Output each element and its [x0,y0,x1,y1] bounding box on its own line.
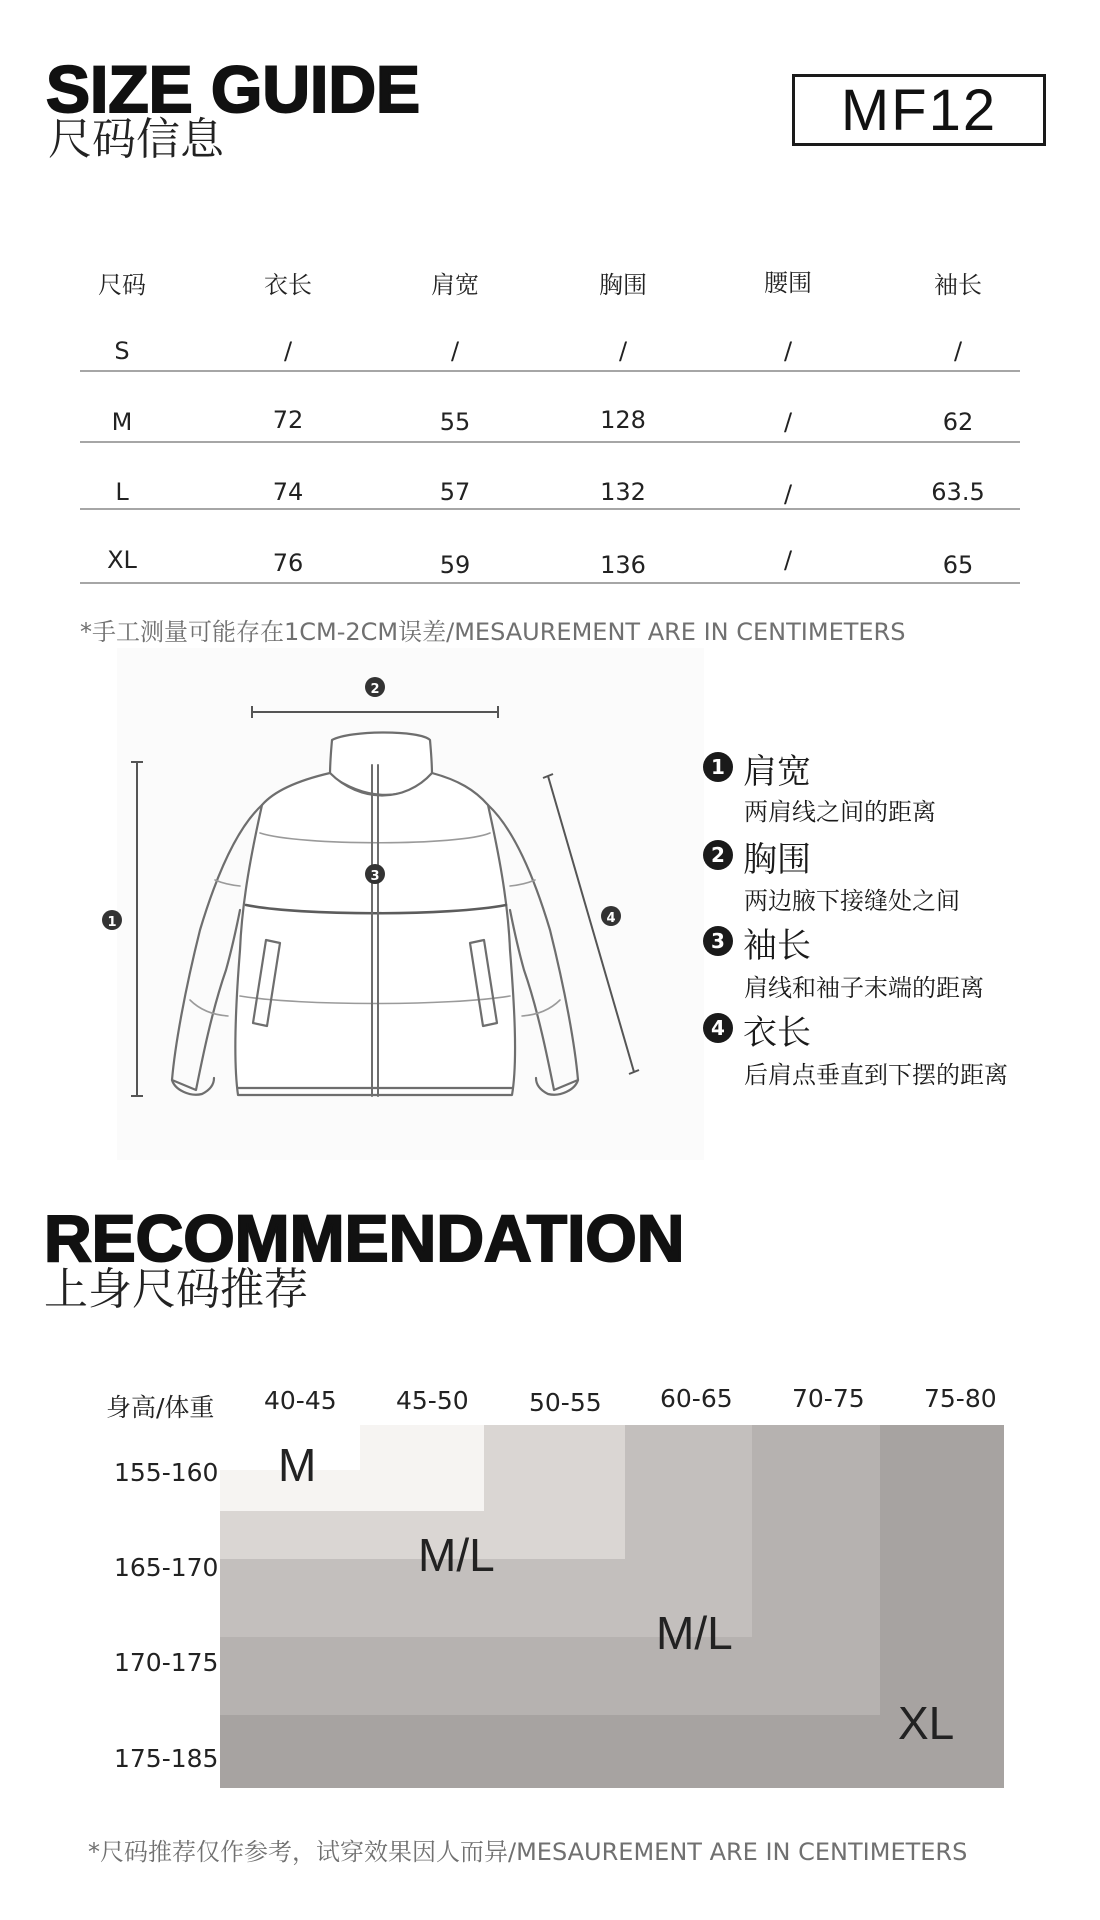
size-recommendation-label: M [278,1439,317,1491]
legend-title-sleeve: 袖长 [743,926,811,966]
model-code-badge: MF12 [792,74,1046,146]
marker-number: 1 [107,915,117,930]
table-cell: / [450,337,460,365]
table-cell: / [783,408,793,436]
table-cell: / [783,546,793,574]
weight-header: 70-75 [792,1384,865,1413]
marker-number: 2 [370,682,380,697]
table-cell: L [115,478,129,506]
recommendation-subtitle: 上身尺码推荐 [44,1264,308,1315]
diagram-legend [700,740,1080,1090]
table-cell: / [618,337,628,365]
table-cell: 57 [439,478,471,506]
table-cell: 132 [600,478,646,506]
diagram-marker-3 [365,864,385,884]
recommendation-title: RECOMMENDATION [44,1201,685,1275]
legend-desc-sleeve: 肩线和袖子末端的距离 [744,974,984,1002]
table-cell: / [783,337,793,365]
table-cell: 72 [272,406,304,434]
weight-header: 50-55 [529,1388,602,1417]
height-row-label: 165-170 [114,1553,219,1582]
height-row-label: 170-175 [114,1648,219,1677]
table-cell: 76 [272,549,304,577]
table-cell: 136 [600,551,646,579]
weight-header: 75-80 [924,1384,997,1413]
table-header-waist: 腰围 [764,269,812,297]
grid-corner-label: 身高/体重 [106,1393,215,1422]
measurement-note: *手工测量可能存在1CM-2CM误差/MESAUREMENT ARE IN CENTIMETERS [80,618,906,646]
diagram-marker-2 [365,677,385,697]
legend-desc-shoulder: 两肩线之间的距离 [744,798,936,826]
legend-desc-length: 后肩点垂直到下摆的距离 [744,1061,1008,1089]
table-cell: 65 [942,551,974,579]
diagram-marker-1 [102,910,122,930]
legend-title-length: 衣长 [743,1013,811,1053]
table-cell: M [111,408,133,436]
marker-number: 3 [370,869,380,884]
legend-number-3: 3 [703,926,733,956]
legend-number-4: 4 [703,1013,733,1043]
table-cell: 59 [439,551,471,579]
table-header-length: 衣长 [264,271,312,299]
marker-number: 4 [606,911,616,926]
table-header-chest: 胸围 [599,271,647,299]
table-cell: S [114,337,130,365]
table-cell: 63.5 [931,478,985,506]
table-cell: / [283,337,293,365]
recommendation-grid [0,1380,1100,1800]
weight-header: 45-50 [396,1386,469,1415]
legend-desc-chest: 两边腋下接缝处之间 [744,887,960,915]
table-cell: 128 [600,406,646,434]
legend-number-1: 1 [703,752,733,782]
size-recommendation-label: XL [898,1697,955,1749]
legend-title-chest: 胸围 [743,840,811,880]
recommendation-note: *尺码推荐仅作参考，试穿效果因人而异/MESAUREMENT ARE IN CENTIMETERS [88,1838,968,1866]
size-recommendation-label: M/L [656,1607,733,1659]
table-header-shoulder: 肩宽 [431,271,479,299]
table-cell: 74 [272,478,304,506]
height-row-label: 175-185 [114,1744,219,1773]
legend-number-2: 2 [703,840,733,870]
weight-header: 40-45 [264,1386,337,1415]
weight-header: 60-65 [660,1384,733,1413]
page-title: SIZE GUIDE [46,52,421,126]
jacket-outline [172,733,578,1097]
height-row-label: 155-160 [114,1458,219,1487]
table-header-sleeve: 袖长 [934,271,982,299]
table-cell: / [953,337,963,365]
page-subtitle: 尺码信息 [48,114,224,165]
table-cell: 62 [942,408,974,436]
table-cell: / [783,480,793,508]
diagram-marker-4 [601,906,621,926]
table-header-size: 尺码 [98,271,146,299]
table-cell: XL [107,546,137,574]
table-cell: 55 [439,408,471,436]
size-recommendation-label: M/L [418,1529,495,1581]
size-region [360,1425,484,1511]
legend-title-shoulder: 肩宽 [743,752,811,792]
